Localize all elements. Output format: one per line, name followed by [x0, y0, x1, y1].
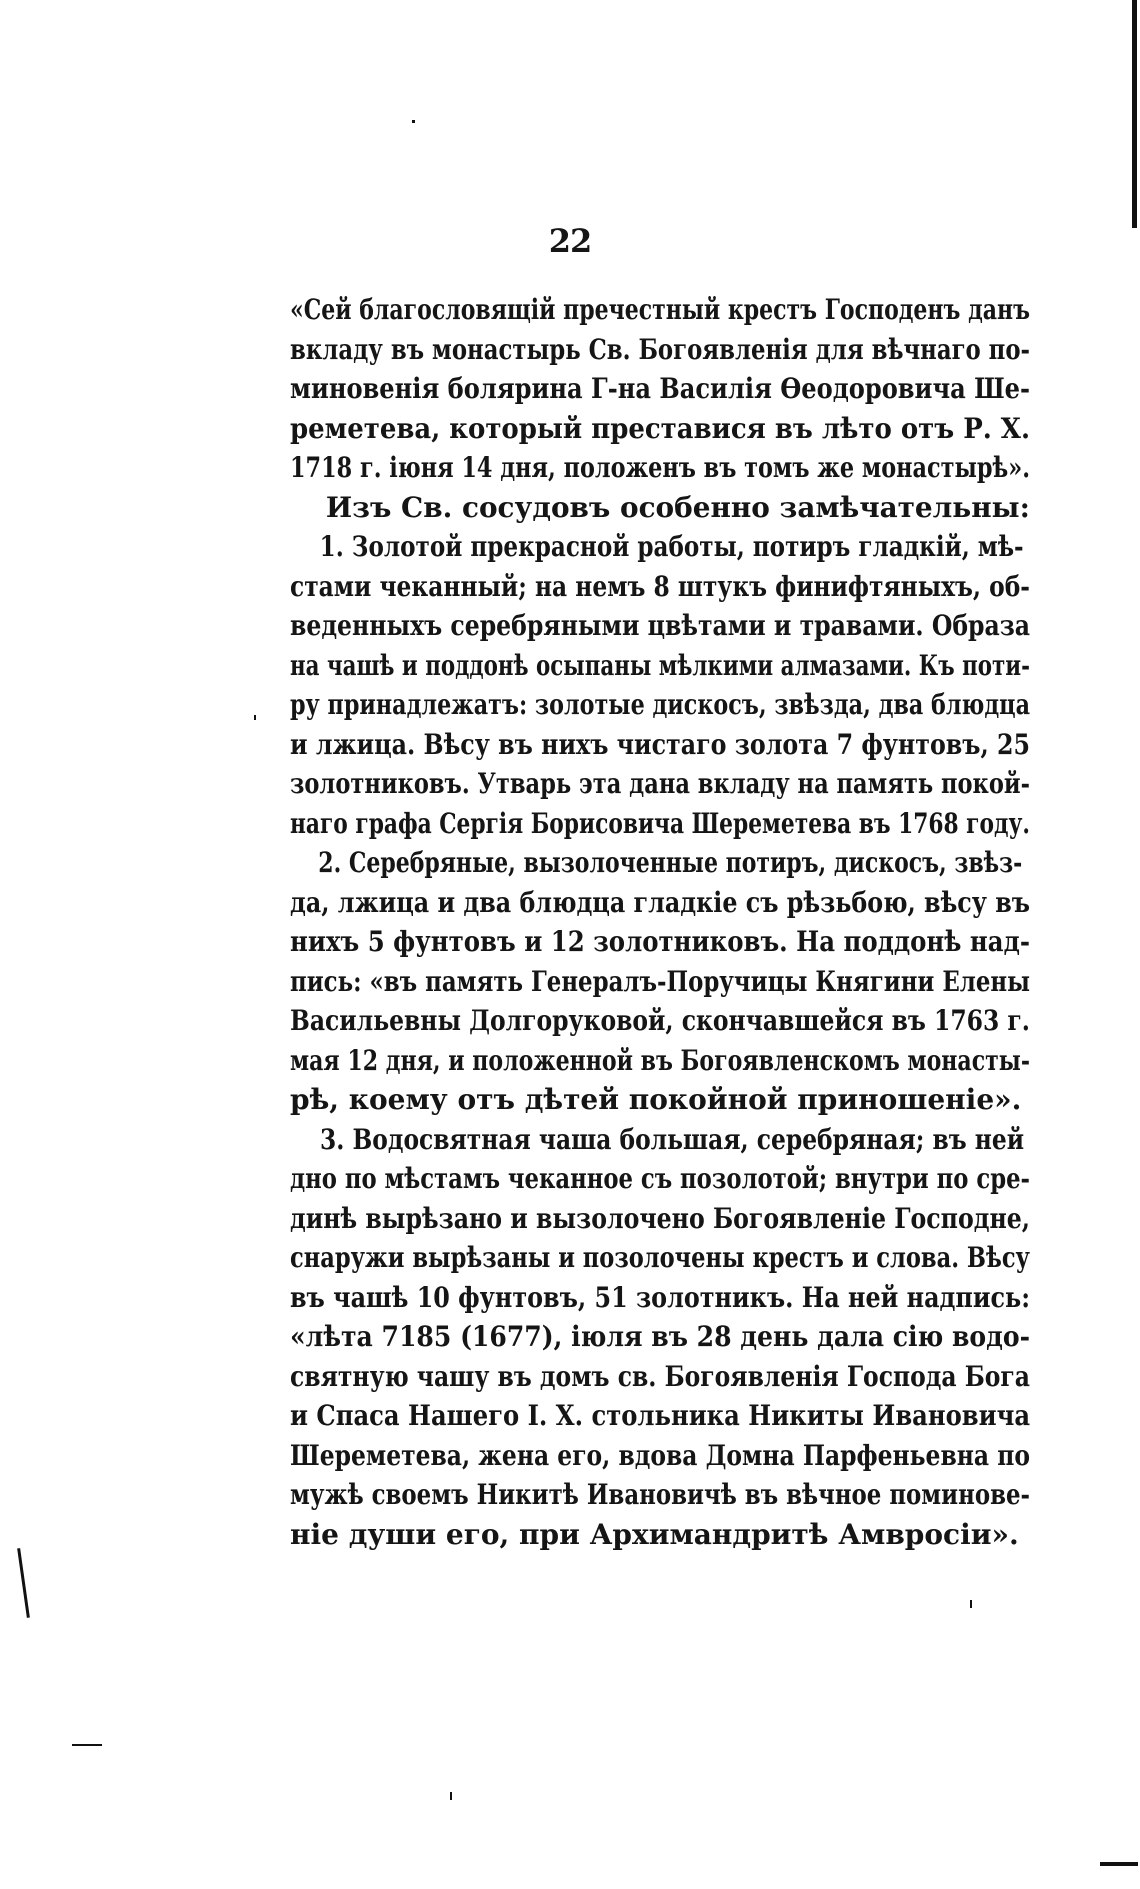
text-line: миновенія болярина Г-на Василія Ѳеодоровича Ше- — [290, 372, 1031, 405]
text-line: мая 12 дня, и положенной въ Богоявленскомъ монасты- — [290, 1043, 1031, 1077]
text-line: нихъ 5 фунтовъ и 12 золотниковъ. На поддонѣ над- — [290, 925, 1030, 958]
text-line: Васильевны Долгоруковой, скончавшейся въ 1763 г. — [290, 1004, 1030, 1037]
scan-speck — [1100, 1862, 1138, 1866]
text-line: рѣ, коему отъ дѣтей покойной приношеніе». — [290, 1083, 1022, 1116]
text-line: 1. Золотой прекрасной работы, потиръ гладкій, мѣ- — [319, 530, 1024, 563]
scan-speck — [970, 1600, 972, 1608]
scan-speck — [254, 715, 256, 720]
body-text — [290, 290, 1030, 1554]
text-line: и Спаса Нашего І. Х. стольника Никиты Ивановича — [290, 1399, 1031, 1432]
text-line: и лжица. Вѣсу въ нихъ чистаго золота 7 фунтовъ, 25 — [290, 727, 1031, 761]
text-line: «лѣта 7185 (1677), іюля въ 28 день дала сію водо- — [290, 1320, 1031, 1353]
text-line: 3. Водосвятная чаша большая, серебряная; въ ней — [320, 1122, 1025, 1156]
text-line: святную чашу въ домъ св. Богоявленія Господа Бога — [290, 1359, 1030, 1393]
text-line: дно по мѣстамъ чеканное съ позолотой; внутри по сре- — [290, 1162, 1030, 1195]
text-line: вкладу въ монастырь Св. Богоявленія для вѣчнаго по- — [290, 332, 1031, 366]
text-line: динѣ вырѣзано и вызолочено Богоявленіе Господне, — [290, 1201, 1030, 1235]
scan-speck — [72, 1744, 102, 1746]
text-line: ніе души его, при Архимандритѣ Амвросіи». — [290, 1517, 1019, 1551]
text-line: снаружи вырѣзаны и позолочены крестъ и слова. Вѣсу — [290, 1241, 1030, 1274]
text-line: пись: «въ память Генералъ-Поручицы Княгини Елены — [290, 964, 1031, 998]
text-line: веденныхъ серебряными цвѣтами и травами. Образа — [290, 609, 1031, 642]
text-line: Шереметева, жена его, вдова Домна Парфеньевна по — [290, 1438, 1030, 1472]
scan-speck — [412, 120, 415, 123]
scan-edge-line — [1132, 0, 1137, 228]
text-line: на чашѣ и поддонѣ осыпаны мѣлкими алмазами. Къ поти- — [290, 648, 1030, 682]
text-line: золотниковъ. Утварь эта дана вкладу на память покой- — [290, 767, 1030, 800]
text-line: 1718 г. іюня 14 дня, положенъ въ томъ же монастырѣ». — [290, 451, 1031, 484]
page-number: 22 — [548, 222, 592, 260]
text-line: стами чеканный; на немъ 8 штукъ финифтяныхъ, об- — [290, 569, 1030, 603]
text-line: наго графа Сергія Борисовича Шереметева въ 1768 году. — [290, 806, 1030, 840]
text-line: ру принадлежатъ: золотые дискосъ, звѣзда, два блюдца — [290, 688, 1031, 721]
text-line: 2. Серебряные, вызолоченные потиръ, дискосъ, звѣз- — [318, 846, 1023, 879]
text-line: реметева, который преставися въ лѣто отъ Р. Х. — [290, 411, 1030, 445]
scan-speck — [450, 1792, 452, 1800]
text-line: «Сей благословящій пречестный крестъ Господенъ данъ — [290, 293, 1030, 326]
text-line: Изъ Св. сосудовъ особенно замѣчательны: — [325, 490, 1030, 524]
scan-speck — [17, 1548, 30, 1618]
text-line: да, лжица и два блюдца гладкіе съ рѣзьбою, вѣсу въ — [290, 885, 1031, 919]
text-line: мужѣ своемъ Никитѣ Ивановичѣ въ вѣчное поминове- — [290, 1478, 1031, 1511]
text-line: въ чашѣ 10 фунтовъ, 51 золотникъ. На ней надпись: — [290, 1280, 1031, 1314]
